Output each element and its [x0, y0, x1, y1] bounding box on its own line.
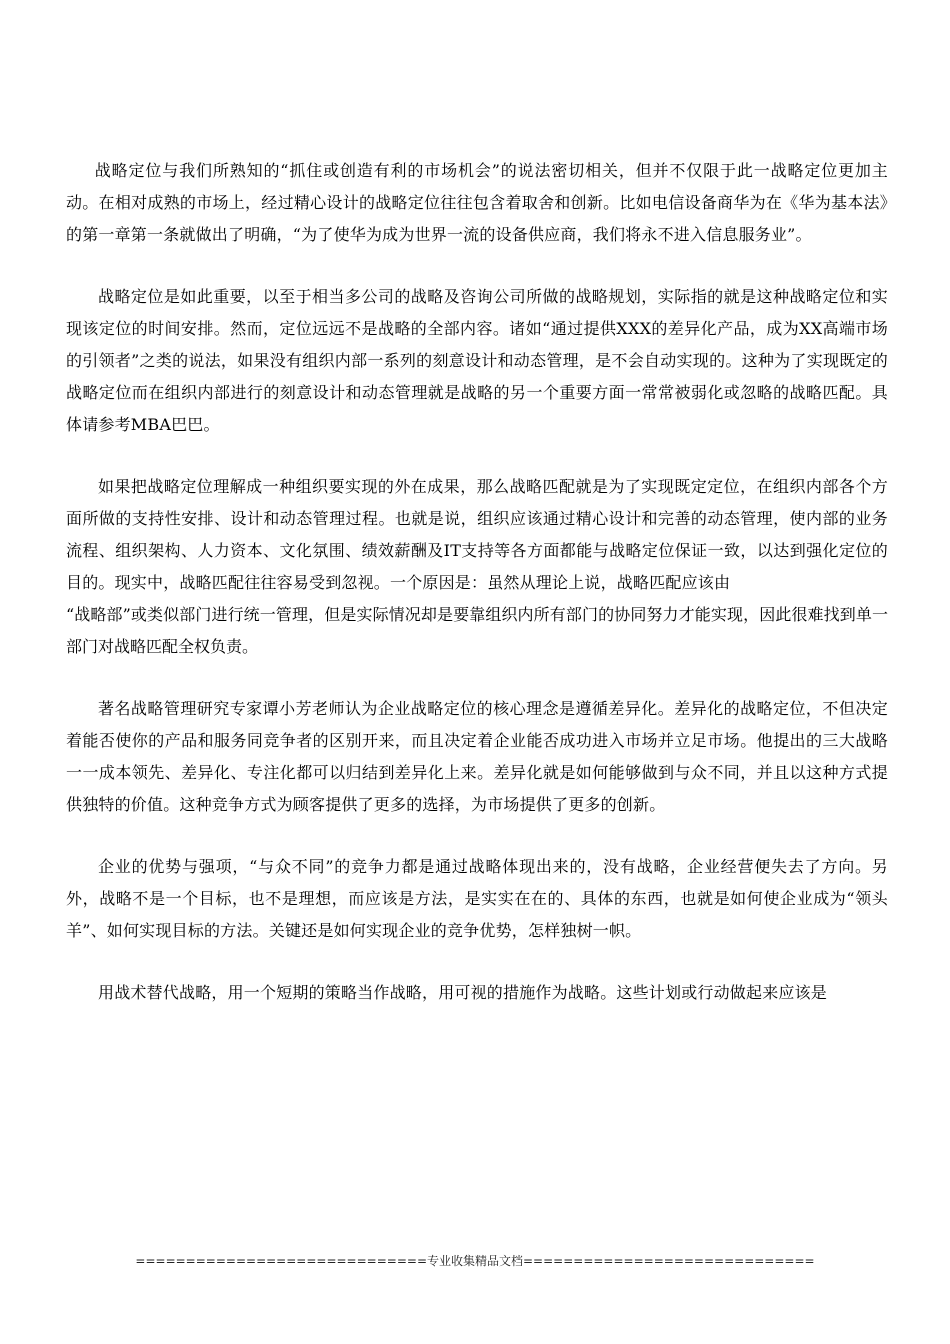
paragraph-differentiation: 著名战略管理研究专家谭小芳老师认为企业战略定位的核心理念是遵循差异化。差异化的战略定位，不但决定着能否使你的产品和服务同竞争者的区别开来，而且决定着企业能否成功进入市场并立足市场。他提出的三大战略一一成本领先、差异化、专注化都可以归结到差异化上来。差异化就是如何能够做到与众不同，并且以这种方式提供独特的价值。这种竞争方式为顾客提供了更多的选择，为市场提供了更多的创新。: [66, 699, 888, 814]
page-footer: =============================专业收集精品文档=============================: [135, 1254, 815, 1268]
paragraph-gap: [66, 251, 888, 281]
paragraph-gap: [66, 947, 888, 977]
paragraph-gap: [66, 663, 888, 693]
paragraph-gap: [66, 441, 888, 471]
paragraph-tactics-vs-strategy: 用战术替代战略，用一个短期的策略当作战略，用可视的措施作为战略。这些计划或行动做起来应该是: [98, 983, 828, 1002]
paragraph-strategic-fit-continued: “战略部”或类似部门进行统一管理，但是实际情况却是要靠组织内所有部门的协同努力才能实现，因此很难找到单一部门对战略匹配全权负责。: [66, 605, 888, 656]
document-body: [66, 155, 888, 1009]
paragraph-positioning-importance: 战略定位是如此重要，以至于相当多公司的战略及咨询公司所做的战略规划，实际指的就是这种战略定位和实现该定位的时间安排。然而，定位远远不是战略的全部内容。诸如“通过提供XXX的差异化产品，成为XX高端市场的引领者”之类的说法，如果没有组织内部一系列的刻意设计和动态管理，是不会自动实现的。这种为了实现既定的战略定位而在组织内部进行的刻意设计和动态管理就是战略的另一个重要方面一常常被弱化或忽略的战略匹配。具体请参考MBA巴巴。: [66, 287, 888, 434]
paragraph-strategic-positioning: 战略定位与我们所熟知的“抓住或创造有利的市场机会”的说法密切相关，但并不仅限于此一战略定位更加主动。在相对成熟的市场上，经过精心设计的战略定位往往包含着取舍和创新。比如电信设备商华为在《华为基本法》的第一章第一条就做出了明确，“为了使华为成为世界一流的设备供应商，我们将永不进入信息服务业”。: [66, 161, 888, 244]
paragraph-strategic-fit: 如果把战略定位理解成一种组织要实现的外在成果，那么战略匹配就是为了实现既定定位，在组织内部各个方面所做的支持性安排、设计和动态管理过程。也就是说，组织应该通过精心设计和完善的动态管理，使内部的业务流程、组织架构、人力资本、文化氛围、绩效薪酬及IT支持等各方面都能与战略定位保证一致，以达到强化定位的目的。现实中，战略匹配往往容易受到忽视。一个原因是：虽然从理论上说，战略匹配应该由: [66, 477, 888, 592]
paragraph-gap: [66, 821, 888, 851]
paragraph-competitive-advantage: 企业的优势与强项，“与众不同”的竞争力都是通过战略体现出来的，没有战略，企业经营便失去了方向。另外，战略不是一个目标，也不是理想，而应该是方法，是实实在在的、具体的东西，也就是如何使企业成为“领头羊”、如何实现目标的方法。关键还是如何实现企业的竞争优势，怎样独树一帜。: [66, 857, 888, 940]
